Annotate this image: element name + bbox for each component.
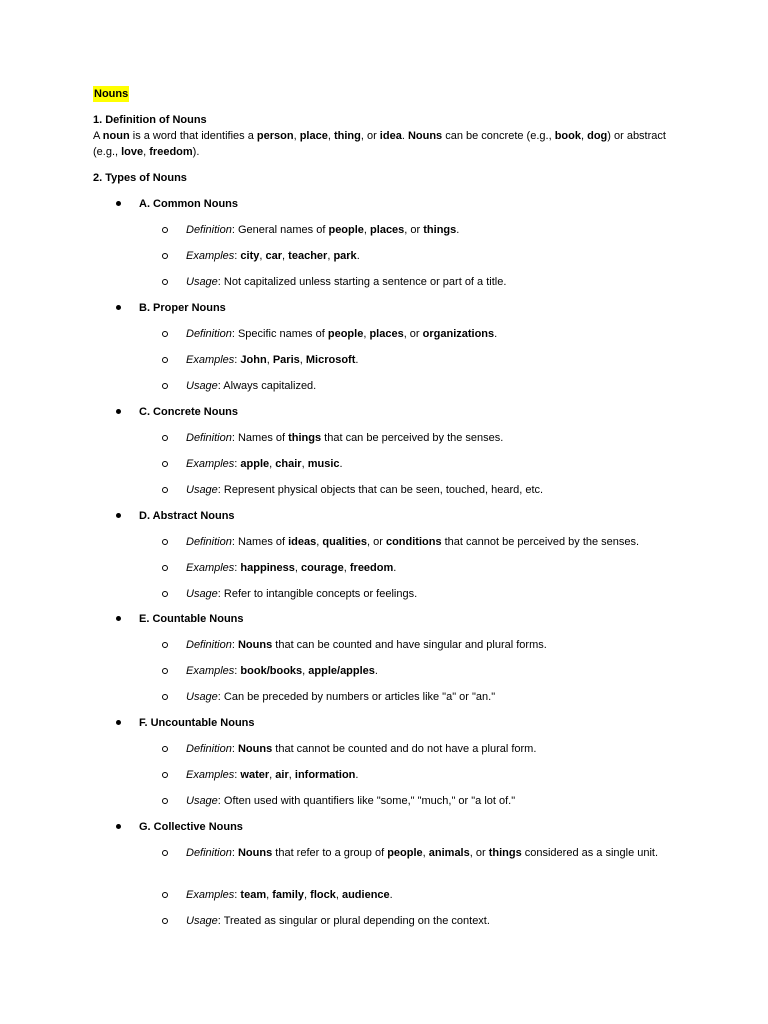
text-run: , (422, 847, 429, 859)
list-item-definition (186, 326, 676, 342)
text-run: . (355, 354, 359, 366)
bold-term: city (240, 250, 260, 262)
bold-term: conditions (385, 536, 442, 548)
text-run: , (304, 889, 311, 901)
text-run: that cannot be counted and do not have a plural form. (272, 743, 537, 755)
bold-term: family (272, 889, 305, 901)
text-run: , (266, 354, 273, 366)
bold-term: dog (587, 130, 608, 142)
text-run: : (234, 250, 241, 262)
text-run: , or (403, 328, 423, 340)
text-run: , (269, 458, 276, 470)
list-item-examples (186, 560, 676, 576)
bullet-icon (116, 508, 124, 524)
text-run: : Often used with quantifiers like "some," "much," or "a lot of." (217, 795, 516, 807)
text-run: , (269, 769, 276, 781)
text-run: that cannot be perceived by the senses. (441, 536, 640, 548)
bold-term: things (488, 847, 522, 859)
item-label: Definition (186, 328, 232, 340)
text-run: : (231, 639, 238, 651)
circle-bullet-icon (162, 274, 172, 290)
bold-term: people (387, 847, 423, 859)
circle-bullet-icon (162, 560, 172, 576)
text-run: . (494, 328, 498, 340)
item-label: Definition (186, 432, 232, 444)
circle-bullet-icon (162, 767, 172, 783)
item-label: Definition (186, 743, 232, 755)
item-label: Examples (186, 458, 235, 470)
bold-term: qualities (322, 536, 367, 548)
text-run: . (389, 889, 393, 901)
text-run: . (393, 562, 397, 574)
text-run: , or (367, 536, 386, 548)
circle-bullet-icon (162, 430, 172, 446)
text-run: : Represent physical objects that can be seen, touched, heard, etc. (217, 484, 544, 496)
heading-types: 2. Types of Nouns (93, 172, 187, 184)
bullet-icon (116, 196, 124, 212)
bold-term: places (369, 328, 404, 340)
bold-term: Nouns (237, 743, 273, 755)
bullet-icon (116, 404, 124, 420)
bold-term: person (256, 130, 294, 142)
circle-bullet-icon (162, 913, 172, 929)
bold-term: freedom (349, 562, 394, 574)
text-run: , (299, 354, 306, 366)
item-label: Examples (186, 665, 235, 677)
list-item-definition (186, 741, 676, 757)
circle-bullet-icon (162, 352, 172, 368)
text-run: considered as a single unit. (521, 847, 659, 859)
item-label: Examples (186, 354, 235, 366)
circle-bullet-icon (162, 378, 172, 394)
text-run: . (374, 665, 378, 677)
list-item-examples (186, 248, 676, 264)
text-run: : (234, 769, 241, 781)
list-item-usage (186, 793, 676, 809)
text-run: A (93, 130, 103, 142)
circle-bullet-icon (162, 534, 172, 550)
text-run: , (363, 224, 371, 236)
circle-bullet-icon (162, 637, 172, 653)
bullet-icon (116, 715, 124, 731)
section-title: A. Common Nouns (139, 198, 238, 210)
bold-term: Microsoft (305, 354, 356, 366)
bold-term: courage (300, 562, 344, 574)
bold-term: animals (428, 847, 470, 859)
text-run: : Specific names of (231, 328, 328, 340)
item-label: Definition (186, 847, 232, 859)
doc-title: Nouns (94, 88, 129, 100)
circle-bullet-icon (162, 248, 172, 264)
text-run: . (339, 458, 343, 470)
circle-bullet-icon (162, 663, 172, 679)
text-run: that can be counted and have singular and plural forms. (272, 639, 547, 651)
bullet-icon (116, 300, 124, 316)
bold-term: John (240, 354, 267, 366)
text-run: : Always capitalized. (217, 380, 317, 392)
bold-term: noun (102, 130, 130, 142)
item-label: Usage (186, 691, 218, 703)
list-item-usage (186, 482, 676, 498)
list-item-usage (186, 378, 676, 394)
item-label: Examples (186, 250, 235, 262)
text-run: , (288, 769, 295, 781)
bold-term: apple (240, 458, 270, 470)
text-run: : Can be preceded by numbers or articles like "a" or "an." (217, 691, 496, 703)
bold-term: Paris (272, 354, 300, 366)
text-run: : Names of (231, 536, 289, 548)
text-run: , or (469, 847, 489, 859)
bold-term: thing (333, 130, 361, 142)
bold-term: apple/apples (308, 665, 375, 677)
bold-term: idea (379, 130, 402, 142)
text-run: is a word that identifies a (129, 130, 257, 142)
bold-term: information (294, 769, 356, 781)
list-item-examples (186, 663, 676, 679)
list-item-definition (186, 430, 676, 446)
text-run: : Not capitalized unless starting a sentence or part of a title. (217, 276, 507, 288)
text-run: : Refer to intangible concepts or feelings. (217, 588, 418, 600)
list-item-definition (186, 845, 676, 861)
item-label: Definition (186, 536, 232, 548)
bold-term: chair (275, 458, 302, 470)
text-run: . (356, 250, 360, 262)
bold-term: Nouns (237, 639, 273, 651)
section-title: B. Proper Nouns (139, 302, 226, 314)
text-run: , (294, 562, 301, 574)
text-run: , (335, 889, 342, 901)
text-run: , (282, 250, 289, 262)
text-run: , (316, 536, 323, 548)
text-run: , (143, 146, 150, 158)
text-run: , (259, 250, 266, 262)
bold-term: team (240, 889, 267, 901)
bold-term: people (328, 224, 364, 236)
circle-bullet-icon (162, 689, 172, 705)
item-label: Examples (186, 562, 235, 574)
text-run: , (266, 889, 273, 901)
list-item-examples (186, 767, 676, 783)
bold-term: water (240, 769, 270, 781)
text-run: ) or abstract (e.g., (93, 130, 666, 158)
bold-term: teacher (288, 250, 328, 262)
bold-term: people (327, 328, 364, 340)
section-title: D. Abstract Nouns (139, 510, 235, 522)
bold-term: love (121, 146, 144, 158)
list-item-examples (186, 887, 676, 903)
text-run: , (327, 130, 334, 142)
list-item-examples (186, 456, 676, 472)
list-item-usage (186, 689, 676, 705)
bold-term: freedom (149, 146, 193, 158)
text-run: , (302, 665, 309, 677)
circle-bullet-icon (162, 845, 172, 861)
circle-bullet-icon (162, 741, 172, 757)
bold-term: happiness (240, 562, 295, 574)
bold-term: book (554, 130, 581, 142)
heading-definition: 1. Definition of Nouns (93, 114, 207, 126)
section-title: G. Collective Nouns (139, 821, 243, 833)
circle-bullet-icon (162, 326, 172, 342)
circle-bullet-icon (162, 222, 172, 238)
circle-bullet-icon (162, 887, 172, 903)
item-label: Examples (186, 889, 235, 901)
item-label: Usage (186, 588, 218, 600)
item-label: Usage (186, 276, 218, 288)
bold-term: car (265, 250, 283, 262)
text-run: , or (404, 224, 424, 236)
bold-term: ideas (288, 536, 317, 548)
bold-term: park (333, 250, 357, 262)
bold-term: things (423, 224, 457, 236)
text-run: . (355, 769, 359, 781)
item-label: Usage (186, 915, 218, 927)
item-label: Usage (186, 484, 218, 496)
text-run: can be concrete (e.g., (442, 130, 555, 142)
text-run: , (301, 458, 308, 470)
text-run: , (343, 562, 350, 574)
item-label: Usage (186, 795, 218, 807)
text-run: that refer to a group of (272, 847, 388, 859)
bold-term: music (307, 458, 340, 470)
item-label: Definition (186, 639, 232, 651)
circle-bullet-icon (162, 482, 172, 498)
item-label: Definition (186, 224, 232, 236)
bold-term: Nouns (407, 130, 443, 142)
circle-bullet-icon (162, 456, 172, 472)
circle-bullet-icon (162, 586, 172, 602)
list-item-usage (186, 913, 676, 929)
text-run: , (327, 250, 334, 262)
list-item-definition (186, 222, 676, 238)
bold-term: air (275, 769, 289, 781)
text-run: ). (192, 146, 200, 158)
text-run: : Names of (231, 432, 289, 444)
list-item-usage (186, 274, 676, 290)
section-title: F. Uncountable Nouns (139, 717, 255, 729)
bold-term: organizations (422, 328, 495, 340)
text-run: . (456, 224, 460, 236)
text-run: : Treated as singular or plural depending on the context. (217, 915, 490, 927)
bold-term: place (299, 130, 328, 142)
text-run: : (234, 562, 241, 574)
list-item-definition (186, 637, 676, 653)
text-run: . (401, 130, 408, 142)
circle-bullet-icon (162, 793, 172, 809)
bold-term: book/books (240, 665, 303, 677)
text-run: : (231, 743, 238, 755)
text-run: , (363, 328, 370, 340)
list-item-definition (186, 534, 676, 550)
section-title: E. Countable Nouns (139, 613, 244, 625)
text-run: : (234, 458, 241, 470)
item-label: Usage (186, 380, 218, 392)
bold-term: Nouns (237, 847, 273, 859)
bullet-icon (116, 611, 124, 627)
bullet-icon (116, 819, 124, 835)
text-run: , or (360, 130, 380, 142)
list-item-examples (186, 352, 676, 368)
section-title: C. Concrete Nouns (139, 406, 239, 418)
text-run: : (231, 847, 238, 859)
list-item-usage (186, 586, 676, 602)
bold-term: audience (341, 889, 390, 901)
text-run: : General names of (231, 224, 329, 236)
item-label: Examples (186, 769, 235, 781)
text-run: : (234, 665, 241, 677)
text-run: : (234, 354, 241, 366)
bold-term: things (288, 432, 322, 444)
bold-term: flock (310, 889, 336, 901)
text-run: , (580, 130, 588, 142)
text-run: that can be perceived by the senses. (321, 432, 504, 444)
text-run: , (293, 130, 300, 142)
intro-paragraph (93, 128, 693, 160)
text-run: : (234, 889, 241, 901)
bold-term: places (370, 224, 405, 236)
